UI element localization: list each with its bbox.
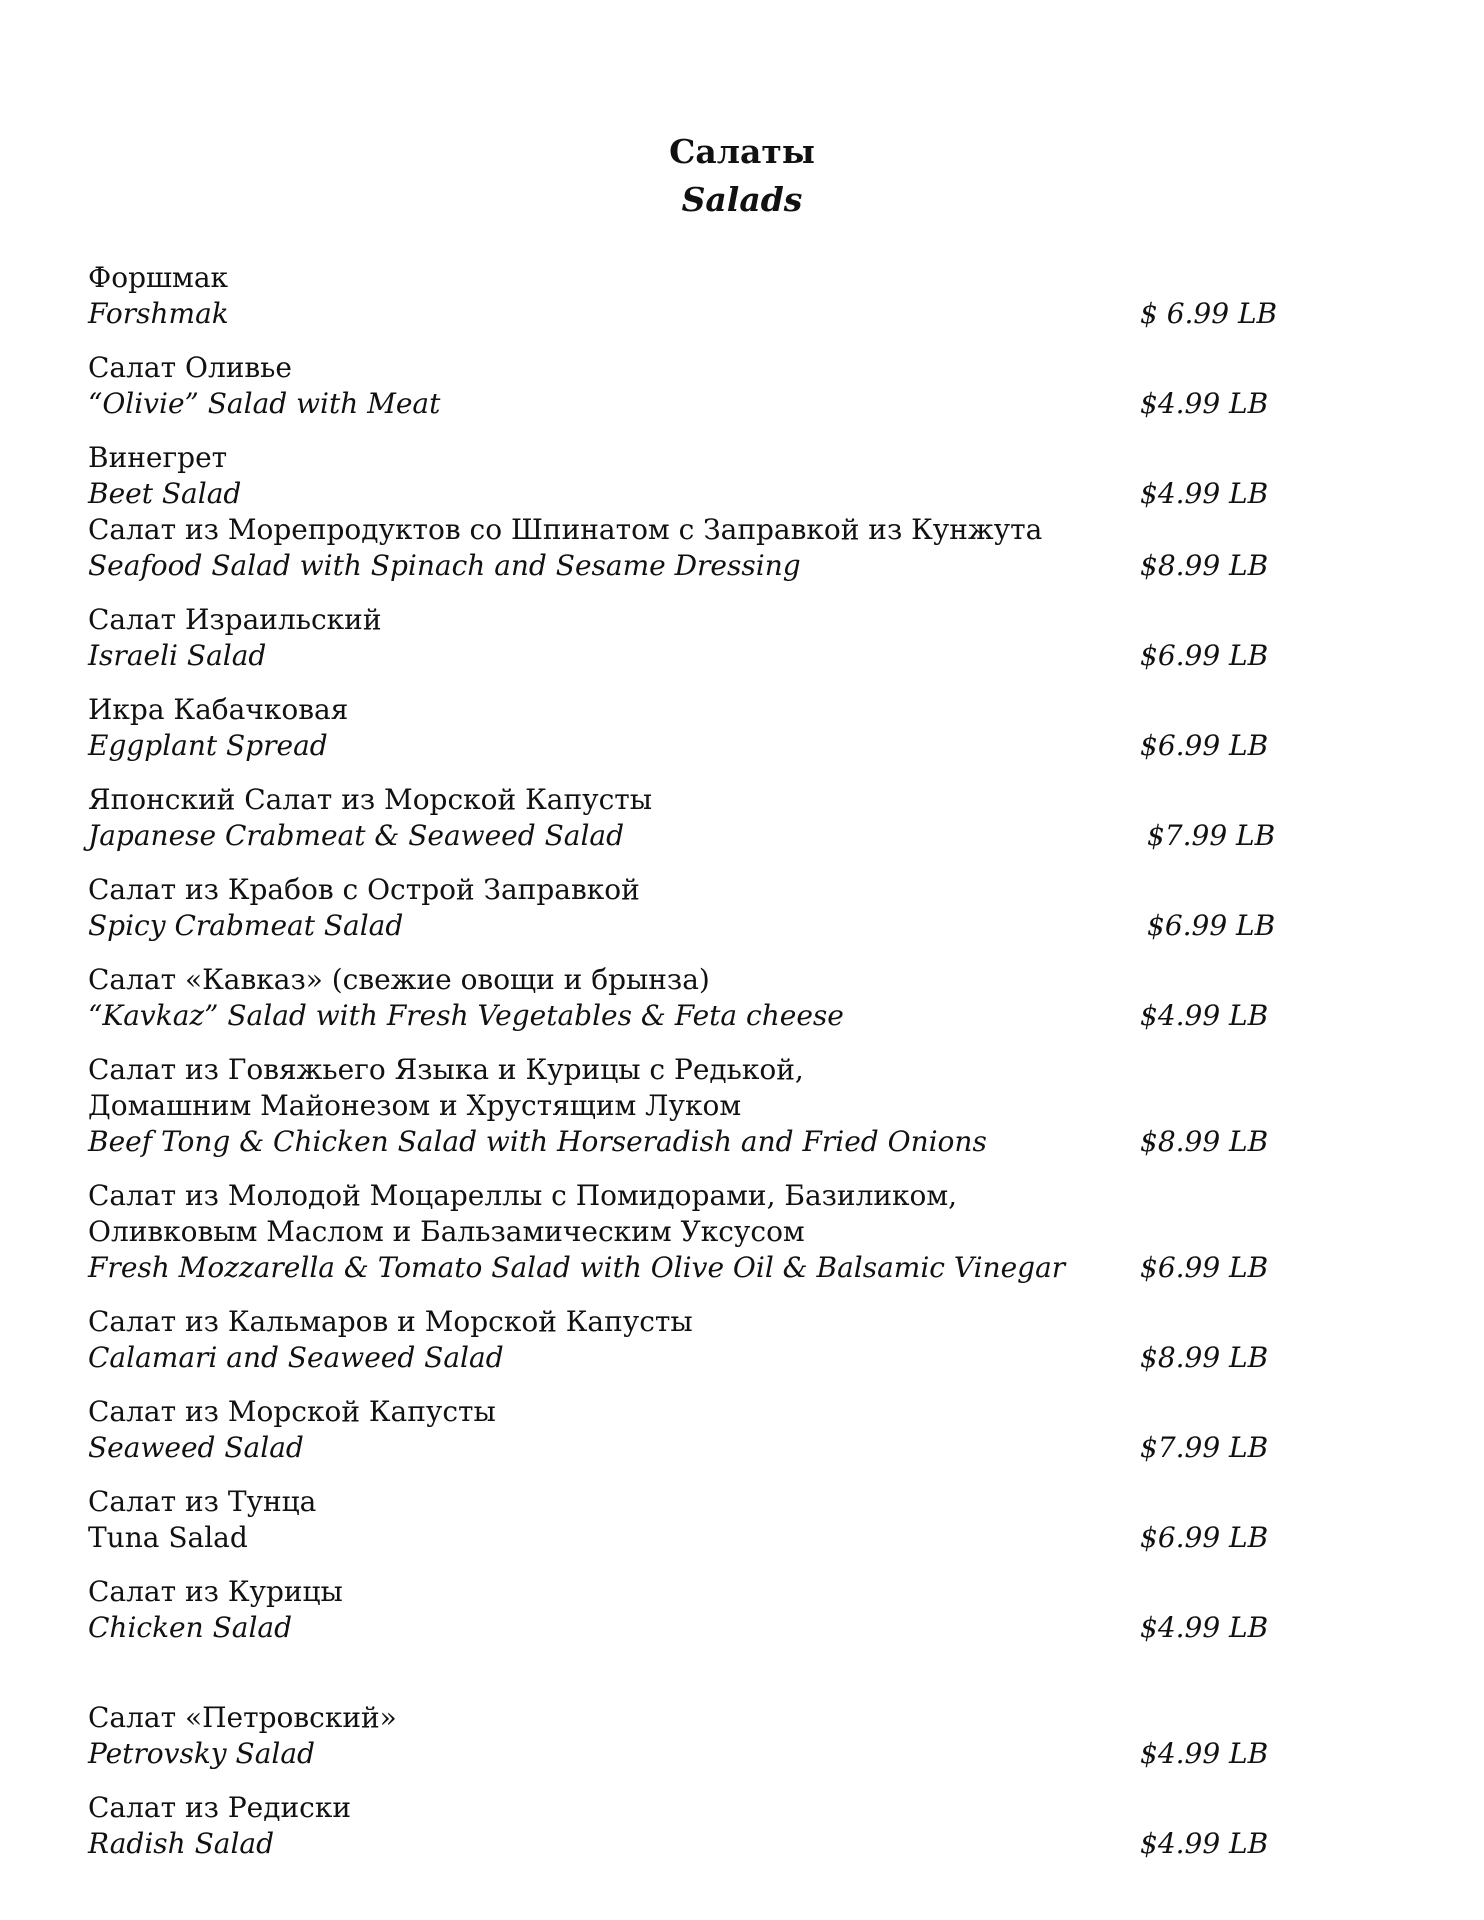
item-price: $4.99 LB [1140,999,1269,1032]
item-name-en: “Kavkaz” Salad with Fresh Vegetables & Feta cheese [88,999,844,1032]
menu-item [88,782,1288,854]
menu-item [88,350,1288,422]
item-name-ru: Салат из Морской Капусты [88,1395,496,1428]
menu-item [88,1790,1288,1862]
item-name-ru: Салат из Тунца [88,1485,317,1518]
menu-item [88,1700,1288,1772]
item-name-en: Seafood Salad with Spinach and Sesame Dressing [88,549,801,582]
item-name-ru: Салат из Крабов с Острой Заправкой [88,873,640,906]
title-russian: Салаты [669,132,815,171]
item-name-ru: Икра Кабачковая [88,693,349,726]
item-price: $7.99 LB [1147,819,1276,852]
menu-item [88,1178,1288,1286]
menu-item [88,260,1288,332]
item-name-ru: Салат из Курицы [88,1575,343,1608]
item-price: $6.99 LB [1140,639,1269,672]
item-name-ru: Форшмак [88,261,229,294]
menu-item [88,872,1288,944]
item-name-en: Eggplant Spread [88,729,328,762]
item-name-ru: Салат Израильский [88,603,382,636]
item-price: $4.99 LB [1140,477,1269,510]
item-name-ru-line-2: Домашним Майонезом и Хрустящим Луком [88,1089,742,1122]
page-title [0,128,1484,224]
menu-item [88,1484,1288,1556]
item-price: $6.99 LB [1140,1251,1269,1284]
menu-item [88,692,1288,764]
item-name-ru: Салат «Кавказ» (свежие овощи и брынза) [88,963,710,996]
menu-item [88,1052,1288,1160]
item-name-en: Tuna Salad [88,1521,248,1554]
menu-item [88,440,1288,512]
menu-item [88,1394,1288,1466]
item-name-ru: Салат из Кальмаров и Морской Капусты [88,1305,693,1338]
item-price: $7.99 LB [1140,1431,1269,1464]
menu-item [88,512,1288,584]
menu-item [88,962,1288,1034]
menu-item [88,1574,1288,1646]
item-name-en: Beef Tong & Chicken Salad with Horseradish and Fried Onions [88,1125,987,1158]
menu-item [88,602,1288,674]
item-name-ru: Винегрет [88,441,228,474]
item-price: $4.99 LB [1140,387,1269,420]
item-name-en: Seaweed Salad [88,1431,304,1464]
item-name-en: Fresh Mozzarella & Tomato Salad with Olive Oil & Balsamic Vinegar [88,1251,1066,1284]
item-name-ru: Салат из Молодой Моцареллы с Помидорами, Базиликом, [88,1179,958,1212]
item-price: $6.99 LB [1140,1521,1269,1554]
title-english: Salads [681,180,803,219]
item-name-ru: Салат из Морепродуктов со Шпинатом с Заправкой из Кунжута [88,513,1043,546]
item-name-en: Japanese Crabmeat & Seaweed Salad [88,819,625,852]
salad-list [88,260,1288,1880]
item-name-ru: Салат «Петровский» [88,1701,397,1734]
item-name-en: Calamari and Seaweed Salad [88,1341,504,1374]
item-price: $ 6.99 LB [1140,297,1278,330]
item-price: $4.99 LB [1140,1827,1269,1860]
item-name-en: Spicy Crabmeat Salad [88,909,404,942]
item-name-ru: Японский Салат из Морской Капусты [88,783,653,816]
item-price: $6.99 LB [1147,909,1276,942]
item-name-ru: Салат из Редиски [88,1791,351,1824]
item-price: $6.99 LB [1140,729,1269,762]
item-price: $8.99 LB [1140,549,1269,582]
item-name-en: Petrovsky Salad [88,1737,315,1770]
item-price: $8.99 LB [1140,1341,1269,1374]
menu-item [88,1304,1288,1376]
item-name-en: Israeli Salad [88,639,267,672]
item-name-en: Beet Salad [88,477,242,510]
item-price: $4.99 LB [1140,1737,1269,1770]
item-price: $4.99 LB [1140,1611,1269,1644]
item-name-en: Radish Salad [88,1827,275,1860]
item-name-ru: Салат из Говяжьего Языка и Курицы с Редькой, [88,1053,804,1086]
item-price: $8.99 LB [1140,1125,1269,1158]
item-name-ru: Салат Оливье [88,351,292,384]
item-name-en: Forshmak [88,297,229,330]
item-name-en: “Olivie” Salad with Meat [88,387,441,420]
item-name-ru-line-2: Оливковым Маслом и Бальзамическим Уксусом [88,1215,805,1248]
item-name-en: Chicken Salad [88,1611,293,1644]
